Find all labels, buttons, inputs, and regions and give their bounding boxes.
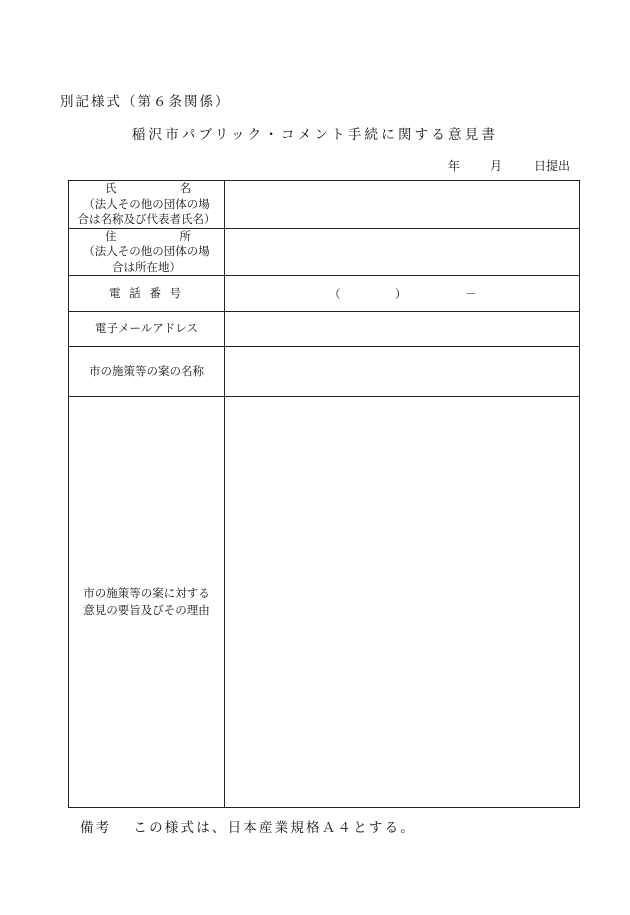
footer-remark [80,816,416,836]
phone-label: 電 話 番 号 [109,285,181,300]
name-label-cell [69,181,225,229]
address-sub-line-2: 合は所在地） [112,259,181,274]
name-field[interactable] [225,181,580,229]
footer-remark-label: 備考 [80,820,112,836]
month-label: 月 [490,159,503,173]
address-sub-line-1: （法人その他の団体の場 [83,244,210,258]
opinion-label-line-1: 市の施策等の案に対する [83,586,210,600]
policy-name-label: 市の施策等の案の名称 [69,347,225,397]
opinion-label-line-2: 意見の要旨及びその理由 [83,603,210,617]
opinion-form-table [68,180,580,808]
opinion-field[interactable] [225,397,580,808]
year-label: 年 [448,159,461,173]
email-row [69,312,580,347]
phone-dash: － [465,286,477,301]
footer-remark-text: この様式は、日本産業規格Ａ４とする。 [133,820,417,836]
form-title: 稲沢市パブリック・コメント手続に関する意見書 [131,127,499,143]
name-sub-line-2: 合は名称及び代表者氏名） [77,212,216,226]
email-field[interactable] [225,312,580,347]
address-row [69,228,580,276]
form-number-note: 別記様式（第６条関係） [60,94,231,110]
name-sub-line-1: （法人その他の団体の場 [83,196,210,211]
phone-row [69,276,580,312]
email-label: 電子メールアドレス [69,312,225,347]
address-field[interactable] [225,228,580,276]
name-row [69,181,580,229]
policy-name-field[interactable] [225,347,580,397]
phone-field[interactable] [225,276,580,312]
opinion-label-cell [69,397,225,808]
name-label: 氏 名 [105,181,191,195]
address-label-cell [69,228,225,276]
phone-label-cell [69,276,225,312]
opinion-row [69,397,580,808]
phone-close-paren: ） [395,286,407,301]
phone-open-paren: （ [329,286,341,301]
address-label: 住 所 [105,228,191,243]
day-submit-label: 日提出 [534,159,571,173]
policy-name-row [69,347,580,397]
